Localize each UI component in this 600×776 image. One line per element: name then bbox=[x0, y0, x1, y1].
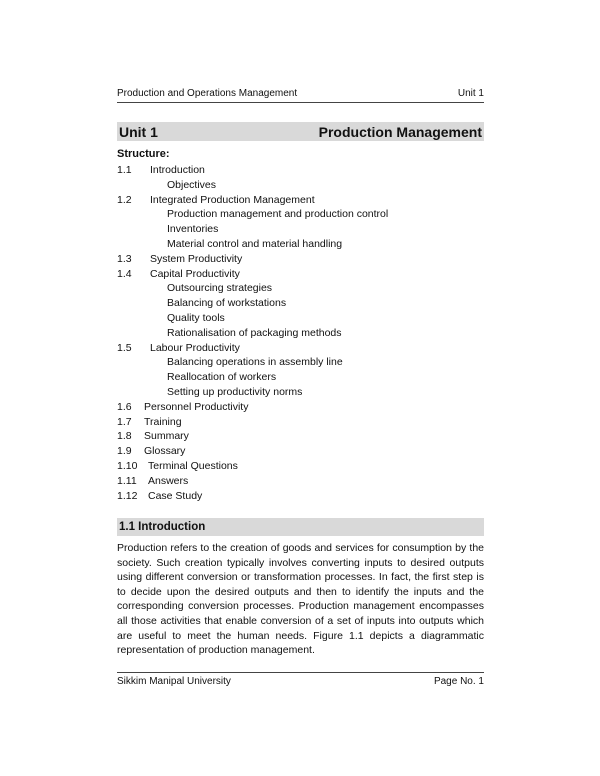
toc-entry bbox=[117, 193, 484, 208]
toc-entry-text: Personnel Productivity bbox=[144, 400, 249, 413]
toc-entry-text: Terminal Questions bbox=[148, 459, 238, 472]
toc-entry bbox=[117, 207, 484, 222]
toc-entry bbox=[117, 222, 484, 237]
toc-entry-text: Training bbox=[144, 415, 182, 428]
toc-entry-text: Inventories bbox=[167, 223, 219, 236]
toc-entry-text: System Productivity bbox=[150, 252, 243, 265]
toc-entry-text: Answers bbox=[148, 474, 189, 487]
toc-entry-number: 1.11 bbox=[117, 474, 137, 487]
unit-number: Unit 1 bbox=[119, 123, 158, 140]
toc-entry bbox=[117, 178, 484, 193]
toc-entry-number: 1.1 bbox=[117, 164, 132, 176]
header-book-title: Production and Operations Management bbox=[117, 88, 298, 99]
toc-entry-text: Material control and material handling bbox=[167, 237, 343, 250]
toc-entry bbox=[117, 252, 484, 267]
toc-entry bbox=[117, 355, 484, 370]
toc-entry bbox=[117, 341, 484, 356]
toc-entry bbox=[117, 474, 484, 489]
toc-entry-text: Capital Productivity bbox=[150, 267, 240, 280]
unit-title: Production Management bbox=[318, 123, 482, 140]
toc-entry-text: Summary bbox=[144, 430, 189, 443]
toc-entry-number: 1.8 bbox=[117, 430, 132, 443]
header-unit-label: Unit 1 bbox=[457, 88, 484, 99]
toc-entry-text: Rationalisation of packaging methods bbox=[167, 326, 342, 339]
toc-entry bbox=[117, 281, 484, 296]
toc-entry-text: Glossary bbox=[144, 445, 186, 458]
toc-entry bbox=[117, 415, 484, 430]
toc-entry bbox=[117, 311, 484, 326]
structure-heading: Structure: bbox=[117, 148, 170, 160]
page-header bbox=[117, 88, 484, 103]
toc-entry bbox=[117, 163, 484, 178]
toc-entry-text: Outsourcing strategies bbox=[167, 282, 273, 295]
toc-entry bbox=[117, 267, 484, 282]
section-heading: 1.1 Introduction bbox=[117, 518, 484, 536]
toc-entry bbox=[117, 489, 484, 504]
toc-entry bbox=[117, 385, 484, 400]
toc-entry-number: 1.12 bbox=[117, 489, 138, 502]
toc-entry bbox=[117, 237, 484, 252]
toc-entry-text: Balancing of workstations bbox=[167, 297, 287, 310]
toc-entry-text: Reallocation of workers bbox=[167, 371, 277, 384]
toc-entry-text: Setting up productivity norms bbox=[167, 385, 303, 398]
toc-entry-number: 1.5 bbox=[117, 341, 132, 354]
toc-entry bbox=[117, 400, 484, 415]
table-of-contents bbox=[117, 163, 484, 503]
toc-entry-number: 1.10 bbox=[117, 459, 138, 472]
toc-entry-number: 1.6 bbox=[117, 400, 132, 413]
toc-entry-number: 1.7 bbox=[117, 415, 132, 428]
toc-entry-number: 1.4 bbox=[117, 267, 132, 280]
footer-page-number: Page No. 1 bbox=[433, 676, 484, 687]
toc-entry bbox=[117, 444, 484, 459]
toc-entry bbox=[117, 459, 484, 474]
toc-entry-text: Quality tools bbox=[167, 311, 225, 324]
toc-entry-number: 1.2 bbox=[117, 193, 132, 206]
toc-entry-text: Introduction bbox=[150, 164, 205, 176]
toc-entry-number: 1.9 bbox=[117, 445, 132, 458]
toc-entry-text: Objectives bbox=[167, 178, 217, 191]
toc-entry-text: Integrated Production Management bbox=[150, 193, 315, 206]
toc-entry-text: Case Study bbox=[148, 489, 203, 502]
toc-entry-text: Production management and production control bbox=[167, 208, 389, 221]
toc-entry-text: Balancing operations in assembly line bbox=[167, 356, 343, 369]
toc-entry-text: Labour Productivity bbox=[150, 341, 240, 354]
toc-entry bbox=[117, 429, 484, 444]
toc-entry bbox=[117, 326, 484, 341]
toc-entry-number: 1.3 bbox=[117, 252, 132, 265]
page-footer bbox=[117, 672, 484, 687]
footer-university: Sikkim Manipal University bbox=[117, 676, 231, 687]
unit-title-bar bbox=[117, 122, 484, 141]
toc-entry bbox=[117, 296, 484, 311]
toc-entry bbox=[117, 370, 484, 385]
intro-paragraph: Production refers to the creation of goods and services for consumption by the society. Such creation typically involves converting inputs to desired outputs using different conversion or transformation processes. In fact, the first step is to decide upon the desired outputs and then to identify the inputs and the corresponding conversion processes. Production management encompasses all those activities that enable conversion of a set of inputs into outputs which are useful to meet the human needs. Figure 1.1 depicts a diagrammatic representation of production management. bbox=[117, 542, 484, 657]
